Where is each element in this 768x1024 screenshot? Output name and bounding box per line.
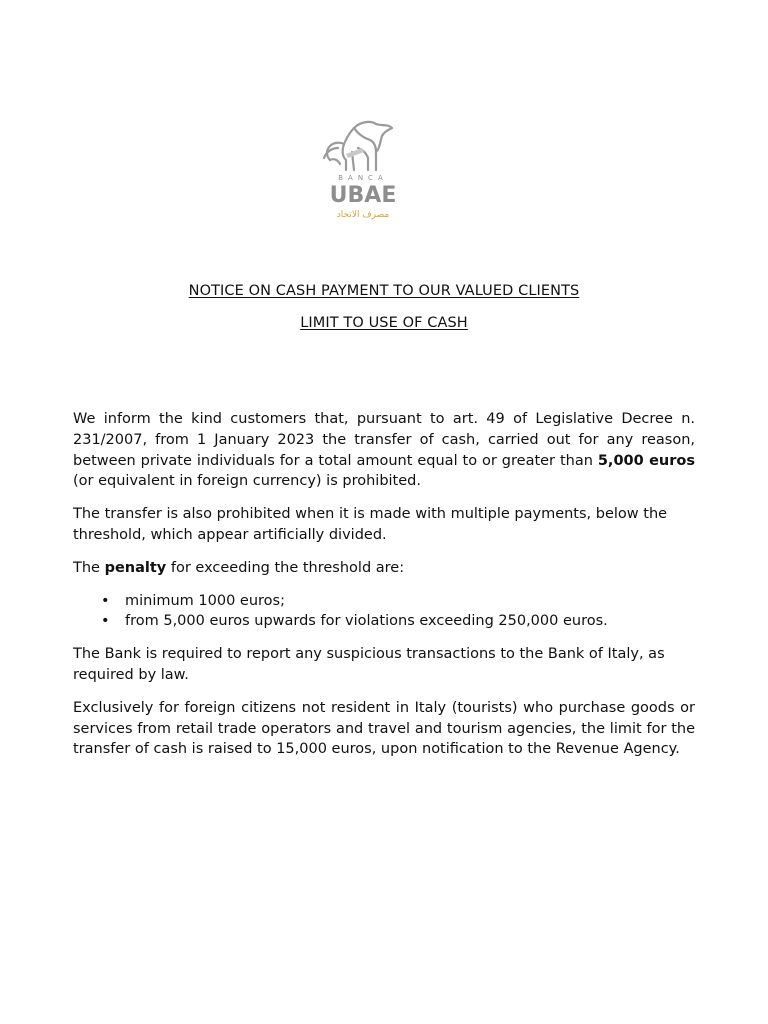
paragraph-penalty-bold: penalty (104, 559, 167, 576)
bank-logo (318, 118, 408, 222)
paragraph-decree-text-b: (or equivalent in foreign currency) is prohibited. (73, 473, 421, 490)
paragraph-report: The Bank is required to report any suspicious transactions to the Bank of Italy, as required by law. (73, 646, 665, 683)
paragraph-decree (73, 409, 695, 492)
list-item-text: from 5,000 euros upwards for violations exceeding 250,000 euros. (125, 613, 608, 630)
paragraph-penalty-text-b: for exceeding the threshold are: (166, 559, 405, 576)
list-item (73, 611, 695, 632)
logo-arabic-text: مصرف الاتحاد (336, 210, 390, 220)
penalty-list (73, 591, 695, 633)
paragraph-multiple-payments: The transfer is also prohibited when it is made with multiple payments, below the threshold, which appear artificially divided. (73, 506, 668, 543)
horse-emblem-icon (318, 118, 408, 222)
paragraph-penalty-text-a: The (73, 559, 105, 576)
list-item (73, 591, 695, 612)
paragraph-decree-text-a: We inform the kind customers that, pursuant to art. 49 of Legislative Decree n. 231/2007, from 1 January 2023 the transfer of cash, carried out for any reason, between private individuals for a total amount equal to or greater than (73, 411, 695, 469)
paragraph-decree-bold: 5,000 euros (597, 452, 695, 469)
paragraph-penalty (73, 558, 695, 579)
logo-ubae-text: UBAE (329, 183, 397, 208)
notice-headings (0, 281, 768, 333)
notice-subtitle: LIMIT TO USE OF CASH (300, 315, 468, 331)
bullet-icon: • (101, 613, 110, 630)
notice-body (73, 409, 695, 772)
bullet-icon: • (101, 592, 110, 609)
paragraph-tourists: Exclusively for foreign citizens not resident in Italy (tourists) who purchase goods or services from retail trade operators and travel and tourism agencies, the limit for the transfer of cash is raised to 15,000 euros, upon notification to the Revenue Agency. (73, 699, 695, 758)
list-item-text: minimum 1000 euros; (125, 592, 285, 609)
notice-title: NOTICE ON CASH PAYMENT TO OUR VALUED CLIENTS (188, 283, 580, 299)
logo-banca-text: BANCA (338, 174, 388, 182)
